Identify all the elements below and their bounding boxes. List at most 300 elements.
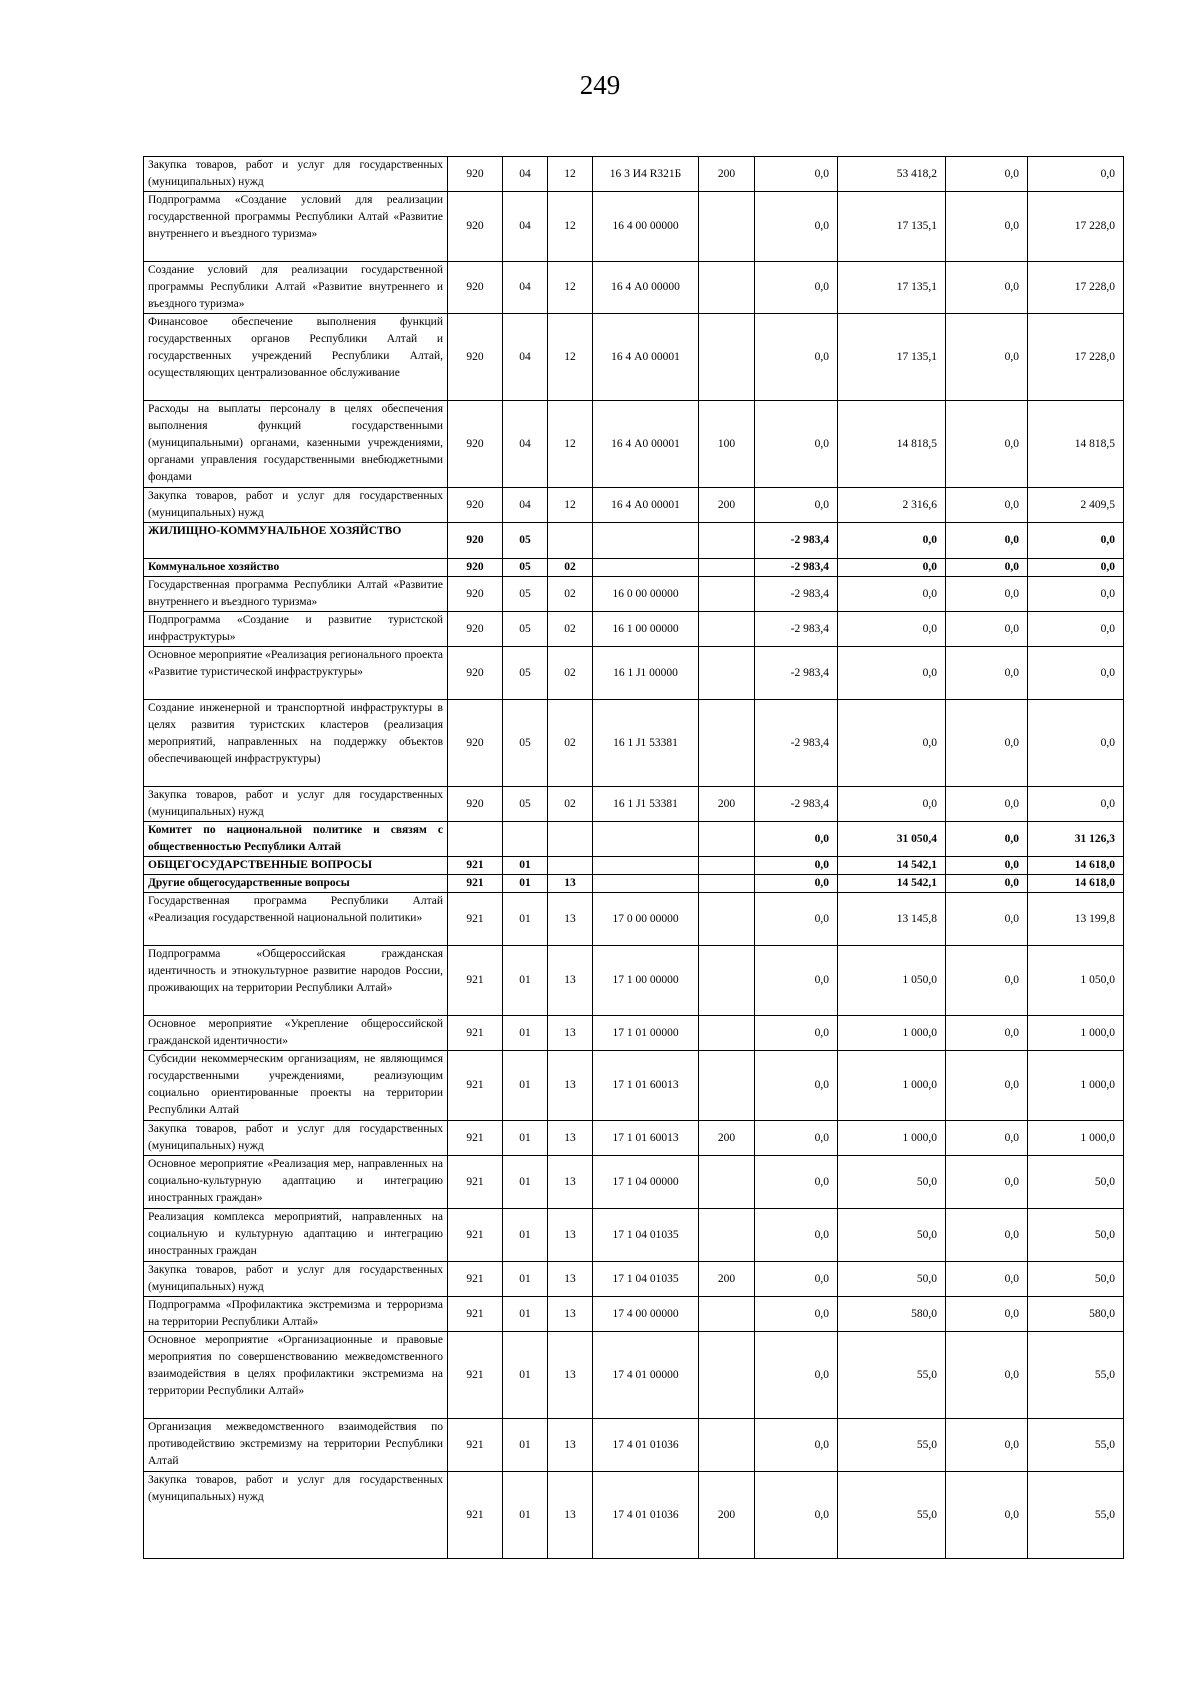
row-name: Закупка товаров, работ и услуг для государственных (муниципальных) нужд bbox=[144, 787, 448, 822]
cell-expense-type: 200 bbox=[699, 1262, 755, 1297]
cell-amount-3: 0,0 bbox=[946, 1121, 1028, 1156]
cell-amount-1: -2 983,4 bbox=[755, 577, 838, 612]
cell-amount-2: 55,0 bbox=[838, 1419, 946, 1472]
cell-admin: 920 bbox=[448, 577, 503, 612]
row-name: Подпрограмма «Общероссийская гражданская идентичность и этнокультурное развитие народов России, проживающих на территории Республики Алтай» bbox=[144, 946, 448, 1016]
cell-target-article bbox=[593, 857, 699, 875]
cell-expense-type bbox=[699, 1156, 755, 1209]
table-row bbox=[144, 262, 1124, 314]
cell-amount-4: 14 618,0 bbox=[1028, 875, 1124, 893]
cell-admin: 920 bbox=[448, 787, 503, 822]
cell-amount-2: 0,0 bbox=[838, 700, 946, 787]
cell-amount-4: 14 818,5 bbox=[1028, 401, 1124, 488]
cell-subsection: 13 bbox=[548, 875, 593, 893]
cell-target-article: 16 1 J1 00000 bbox=[593, 647, 699, 700]
cell-admin: 921 bbox=[448, 1209, 503, 1262]
cell-target-article: 16 4 А0 00001 bbox=[593, 314, 699, 401]
cell-amount-3: 0,0 bbox=[946, 523, 1028, 559]
cell-expense-type bbox=[699, 822, 755, 857]
cell-admin: 920 bbox=[448, 559, 503, 577]
cell-amount-1: 0,0 bbox=[755, 1016, 838, 1051]
cell-amount-4: 0,0 bbox=[1028, 612, 1124, 647]
cell-target-article: 17 4 00 00000 bbox=[593, 1297, 699, 1332]
cell-section: 04 bbox=[503, 401, 548, 488]
row-name: ОБЩЕГОСУДАРСТВЕННЫЕ ВОПРОСЫ bbox=[144, 857, 448, 875]
cell-expense-type: 200 bbox=[699, 1472, 755, 1559]
cell-expense-type bbox=[699, 523, 755, 559]
cell-subsection: 02 bbox=[548, 700, 593, 787]
table-row bbox=[144, 893, 1124, 946]
cell-amount-2: 0,0 bbox=[838, 577, 946, 612]
cell-amount-2: 1 000,0 bbox=[838, 1121, 946, 1156]
cell-subsection: 02 bbox=[548, 787, 593, 822]
cell-amount-3: 0,0 bbox=[946, 822, 1028, 857]
cell-amount-1: 0,0 bbox=[755, 1209, 838, 1262]
cell-target-article: 17 0 00 00000 bbox=[593, 893, 699, 946]
cell-amount-1: 0,0 bbox=[755, 1419, 838, 1472]
cell-expense-type bbox=[699, 314, 755, 401]
cell-amount-2: 17 135,1 bbox=[838, 262, 946, 314]
cell-amount-3: 0,0 bbox=[946, 1209, 1028, 1262]
cell-amount-4: 0,0 bbox=[1028, 700, 1124, 787]
cell-section: 05 bbox=[503, 577, 548, 612]
table-row bbox=[144, 559, 1124, 577]
cell-section: 04 bbox=[503, 314, 548, 401]
cell-expense-type: 200 bbox=[699, 488, 755, 523]
cell-amount-3: 0,0 bbox=[946, 1419, 1028, 1472]
cell-section: 01 bbox=[503, 946, 548, 1016]
cell-amount-1: 0,0 bbox=[755, 1472, 838, 1559]
cell-target-article: 16 4 А0 00001 bbox=[593, 488, 699, 523]
cell-subsection: 12 bbox=[548, 314, 593, 401]
cell-amount-1: -2 983,4 bbox=[755, 647, 838, 700]
cell-expense-type bbox=[699, 1419, 755, 1472]
cell-section: 05 bbox=[503, 559, 548, 577]
cell-amount-3: 0,0 bbox=[946, 946, 1028, 1016]
cell-admin: 920 bbox=[448, 192, 503, 262]
cell-admin: 920 bbox=[448, 523, 503, 559]
table-row bbox=[144, 1262, 1124, 1297]
table-row bbox=[144, 1419, 1124, 1472]
cell-target-article: 16 0 00 00000 bbox=[593, 577, 699, 612]
table-row bbox=[144, 1016, 1124, 1051]
cell-subsection: 13 bbox=[548, 1156, 593, 1209]
cell-admin: 920 bbox=[448, 157, 503, 192]
cell-amount-3: 0,0 bbox=[946, 875, 1028, 893]
cell-admin: 921 bbox=[448, 1016, 503, 1051]
cell-target-article: 17 4 01 01036 bbox=[593, 1419, 699, 1472]
cell-amount-3: 0,0 bbox=[946, 401, 1028, 488]
cell-target-article bbox=[593, 875, 699, 893]
cell-expense-type: 200 bbox=[699, 1121, 755, 1156]
cell-subsection: 13 bbox=[548, 1419, 593, 1472]
table-row bbox=[144, 1332, 1124, 1419]
cell-admin bbox=[448, 822, 503, 857]
row-name: Создание условий для реализации государственной программы Республики Алтай «Развитие внутреннего и въездного туризма» bbox=[144, 262, 448, 314]
cell-expense-type bbox=[699, 262, 755, 314]
cell-amount-3: 0,0 bbox=[946, 577, 1028, 612]
table-row bbox=[144, 523, 1124, 559]
cell-section: 01 bbox=[503, 1332, 548, 1419]
cell-section: 01 bbox=[503, 857, 548, 875]
cell-admin: 921 bbox=[448, 1297, 503, 1332]
table-row bbox=[144, 822, 1124, 857]
cell-expense-type bbox=[699, 893, 755, 946]
cell-amount-4: 31 126,3 bbox=[1028, 822, 1124, 857]
table-row bbox=[144, 157, 1124, 192]
cell-amount-1: 0,0 bbox=[755, 857, 838, 875]
row-name: Реализация комплекса мероприятий, направленных на социальную и культурную адаптацию и интеграцию иностранных граждан bbox=[144, 1209, 448, 1262]
cell-subsection: 02 bbox=[548, 559, 593, 577]
cell-amount-1: 0,0 bbox=[755, 1051, 838, 1121]
cell-section: 01 bbox=[503, 1156, 548, 1209]
cell-subsection: 02 bbox=[548, 647, 593, 700]
cell-expense-type bbox=[699, 1209, 755, 1262]
cell-amount-3: 0,0 bbox=[946, 1262, 1028, 1297]
cell-amount-4: 55,0 bbox=[1028, 1332, 1124, 1419]
cell-amount-1: 0,0 bbox=[755, 488, 838, 523]
cell-amount-4: 50,0 bbox=[1028, 1262, 1124, 1297]
cell-section: 04 bbox=[503, 262, 548, 314]
cell-amount-4: 1 000,0 bbox=[1028, 1051, 1124, 1121]
cell-admin: 920 bbox=[448, 612, 503, 647]
cell-amount-1: -2 983,4 bbox=[755, 523, 838, 559]
cell-section: 04 bbox=[503, 488, 548, 523]
cell-admin: 921 bbox=[448, 1419, 503, 1472]
cell-amount-4: 50,0 bbox=[1028, 1156, 1124, 1209]
cell-section: 04 bbox=[503, 157, 548, 192]
cell-section: 01 bbox=[503, 1297, 548, 1332]
cell-amount-3: 0,0 bbox=[946, 1332, 1028, 1419]
cell-amount-2: 2 316,6 bbox=[838, 488, 946, 523]
cell-subsection bbox=[548, 857, 593, 875]
cell-amount-1: 0,0 bbox=[755, 401, 838, 488]
cell-admin: 921 bbox=[448, 1051, 503, 1121]
cell-amount-4: 0,0 bbox=[1028, 647, 1124, 700]
table-row bbox=[144, 857, 1124, 875]
cell-amount-2: 0,0 bbox=[838, 559, 946, 577]
row-name: Основное мероприятие «Реализация регионального проекта «Развитие туристической инфраструктуры» bbox=[144, 647, 448, 700]
cell-section: 05 bbox=[503, 787, 548, 822]
cell-amount-2: 14 542,1 bbox=[838, 875, 946, 893]
cell-subsection: 13 bbox=[548, 1297, 593, 1332]
row-name: Закупка товаров, работ и услуг для государственных (муниципальных) нужд bbox=[144, 1262, 448, 1297]
cell-target-article: 16 4 А0 00000 bbox=[593, 262, 699, 314]
cell-amount-1: -2 983,4 bbox=[755, 700, 838, 787]
cell-amount-2: 0,0 bbox=[838, 787, 946, 822]
cell-target-article: 16 4 А0 00001 bbox=[593, 401, 699, 488]
cell-section bbox=[503, 822, 548, 857]
cell-target-article: 17 1 00 00000 bbox=[593, 946, 699, 1016]
cell-target-article: 16 4 00 00000 bbox=[593, 192, 699, 262]
cell-amount-2: 580,0 bbox=[838, 1297, 946, 1332]
cell-section: 01 bbox=[503, 1016, 548, 1051]
row-name: Создание инженерной и транспортной инфраструктуры в целях развития туристских кластеров (реализация мероприятий, направленных на поддержку объектов обеспечивающей инфраструктуры) bbox=[144, 700, 448, 787]
cell-amount-1: 0,0 bbox=[755, 946, 838, 1016]
cell-admin: 920 bbox=[448, 700, 503, 787]
cell-expense-type bbox=[699, 612, 755, 647]
cell-expense-type bbox=[699, 946, 755, 1016]
cell-amount-4: 2 409,5 bbox=[1028, 488, 1124, 523]
cell-amount-2: 50,0 bbox=[838, 1209, 946, 1262]
cell-admin: 920 bbox=[448, 401, 503, 488]
cell-admin: 920 bbox=[448, 488, 503, 523]
cell-admin: 921 bbox=[448, 1156, 503, 1209]
cell-amount-1: 0,0 bbox=[755, 822, 838, 857]
cell-subsection: 13 bbox=[548, 893, 593, 946]
cell-subsection: 13 bbox=[548, 1051, 593, 1121]
table-row bbox=[144, 700, 1124, 787]
cell-target-article: 17 1 04 01035 bbox=[593, 1209, 699, 1262]
cell-subsection: 13 bbox=[548, 1121, 593, 1156]
cell-amount-2: 50,0 bbox=[838, 1262, 946, 1297]
cell-amount-3: 0,0 bbox=[946, 488, 1028, 523]
cell-admin: 921 bbox=[448, 857, 503, 875]
row-name: Основное мероприятие «Укрепление общероссийской гражданской идентичности» bbox=[144, 1016, 448, 1051]
row-name: Подпрограмма «Профилактика экстремизма и терроризма на территории Республики Алтай» bbox=[144, 1297, 448, 1332]
cell-section: 05 bbox=[503, 612, 548, 647]
cell-target-article bbox=[593, 523, 699, 559]
cell-subsection bbox=[548, 523, 593, 559]
cell-admin: 921 bbox=[448, 1332, 503, 1419]
cell-amount-3: 0,0 bbox=[946, 192, 1028, 262]
cell-amount-2: 0,0 bbox=[838, 523, 946, 559]
table-row bbox=[144, 612, 1124, 647]
cell-section: 01 bbox=[503, 1051, 548, 1121]
cell-amount-4: 55,0 bbox=[1028, 1472, 1124, 1559]
cell-subsection: 12 bbox=[548, 157, 593, 192]
cell-amount-2: 14 542,1 bbox=[838, 857, 946, 875]
row-name: Государственная программа Республики Алтай «Развитие внутреннего и въездного туризма» bbox=[144, 577, 448, 612]
table-row bbox=[144, 1297, 1124, 1332]
cell-section: 01 bbox=[503, 1419, 548, 1472]
cell-target-article: 17 4 01 00000 bbox=[593, 1332, 699, 1419]
cell-admin: 921 bbox=[448, 1262, 503, 1297]
cell-expense-type: 200 bbox=[699, 787, 755, 822]
cell-amount-2: 53 418,2 bbox=[838, 157, 946, 192]
cell-amount-1: 0,0 bbox=[755, 893, 838, 946]
table-row bbox=[144, 192, 1124, 262]
cell-amount-2: 1 050,0 bbox=[838, 946, 946, 1016]
cell-amount-3: 0,0 bbox=[946, 893, 1028, 946]
cell-amount-2: 0,0 bbox=[838, 647, 946, 700]
cell-admin: 921 bbox=[448, 946, 503, 1016]
cell-subsection: 13 bbox=[548, 946, 593, 1016]
table-row bbox=[144, 946, 1124, 1016]
cell-amount-3: 0,0 bbox=[946, 559, 1028, 577]
row-name: Подпрограмма «Создание и развитие туристской инфраструктуры» bbox=[144, 612, 448, 647]
cell-target-article: 16 1 J1 53381 bbox=[593, 787, 699, 822]
table-row bbox=[144, 314, 1124, 401]
cell-subsection: 13 bbox=[548, 1209, 593, 1262]
cell-expense-type bbox=[699, 875, 755, 893]
cell-expense-type: 100 bbox=[699, 401, 755, 488]
cell-amount-1: -2 983,4 bbox=[755, 612, 838, 647]
cell-amount-4: 13 199,8 bbox=[1028, 893, 1124, 946]
table-row bbox=[144, 875, 1124, 893]
cell-admin: 920 bbox=[448, 647, 503, 700]
cell-amount-2: 50,0 bbox=[838, 1156, 946, 1209]
cell-amount-2: 31 050,4 bbox=[838, 822, 946, 857]
table-row bbox=[144, 488, 1124, 523]
row-name: Организация межведомственного взаимодействия по противодействию экстремизму на территории Республики Алтай bbox=[144, 1419, 448, 1472]
cell-amount-3: 0,0 bbox=[946, 700, 1028, 787]
cell-expense-type bbox=[699, 1016, 755, 1051]
cell-amount-3: 0,0 bbox=[946, 612, 1028, 647]
cell-amount-2: 1 000,0 bbox=[838, 1051, 946, 1121]
cell-amount-2: 55,0 bbox=[838, 1332, 946, 1419]
cell-target-article: 17 1 01 00000 bbox=[593, 1016, 699, 1051]
table-row bbox=[144, 1209, 1124, 1262]
cell-amount-3: 0,0 bbox=[946, 157, 1028, 192]
row-name: Коммунальное хозяйство bbox=[144, 559, 448, 577]
cell-expense-type: 200 bbox=[699, 157, 755, 192]
cell-amount-3: 0,0 bbox=[946, 857, 1028, 875]
cell-section: 01 bbox=[503, 1121, 548, 1156]
cell-amount-4: 0,0 bbox=[1028, 559, 1124, 577]
row-name: Другие общегосударственные вопросы bbox=[144, 875, 448, 893]
cell-section: 01 bbox=[503, 1262, 548, 1297]
page-number: 249 bbox=[579, 70, 621, 100]
cell-amount-1: 0,0 bbox=[755, 1332, 838, 1419]
cell-amount-4: 0,0 bbox=[1028, 157, 1124, 192]
cell-subsection: 12 bbox=[548, 488, 593, 523]
cell-section: 05 bbox=[503, 647, 548, 700]
cell-amount-1: -2 983,4 bbox=[755, 787, 838, 822]
cell-section: 01 bbox=[503, 1472, 548, 1559]
table-row bbox=[144, 401, 1124, 488]
cell-target-article: 16 1 00 00000 bbox=[593, 612, 699, 647]
cell-subsection: 12 bbox=[548, 262, 593, 314]
cell-amount-3: 0,0 bbox=[946, 1297, 1028, 1332]
cell-expense-type bbox=[699, 857, 755, 875]
cell-admin: 920 bbox=[448, 262, 503, 314]
cell-amount-4: 14 618,0 bbox=[1028, 857, 1124, 875]
row-name: Подпрограмма «Создание условий для реализации государственной программы Республики Алтай «Развитие внутреннего и въездного туризма» bbox=[144, 192, 448, 262]
cell-expense-type bbox=[699, 559, 755, 577]
table-row bbox=[144, 577, 1124, 612]
cell-amount-3: 0,0 bbox=[946, 314, 1028, 401]
cell-section: 01 bbox=[503, 893, 548, 946]
cell-amount-3: 0,0 bbox=[946, 1051, 1028, 1121]
cell-amount-4: 17 228,0 bbox=[1028, 192, 1124, 262]
cell-expense-type bbox=[699, 1051, 755, 1121]
cell-amount-4: 55,0 bbox=[1028, 1419, 1124, 1472]
cell-subsection: 02 bbox=[548, 612, 593, 647]
row-name: Закупка товаров, работ и услуг для государственных (муниципальных) нужд bbox=[144, 488, 448, 523]
row-name: Расходы на выплаты персоналу в целях обеспечения выполнения функций государственными (муниципальными) органами, казенными учреждениями, органами управления государственными внебюджетными фондами bbox=[144, 401, 448, 488]
cell-subsection: 13 bbox=[548, 1472, 593, 1559]
cell-subsection: 13 bbox=[548, 1262, 593, 1297]
cell-amount-3: 0,0 bbox=[946, 1156, 1028, 1209]
cell-amount-1: -2 983,4 bbox=[755, 559, 838, 577]
row-name: Государственная программа Республики Алтай «Реализация государственной национальной политики» bbox=[144, 893, 448, 946]
cell-amount-3: 0,0 bbox=[946, 787, 1028, 822]
cell-subsection: 12 bbox=[548, 401, 593, 488]
cell-amount-4: 0,0 bbox=[1028, 577, 1124, 612]
cell-amount-1: 0,0 bbox=[755, 1156, 838, 1209]
table-row bbox=[144, 1121, 1124, 1156]
cell-target-article: 17 4 01 01036 bbox=[593, 1472, 699, 1559]
cell-amount-1: 0,0 bbox=[755, 157, 838, 192]
cell-expense-type bbox=[699, 1297, 755, 1332]
cell-amount-3: 0,0 bbox=[946, 647, 1028, 700]
cell-amount-2: 55,0 bbox=[838, 1472, 946, 1559]
cell-subsection: 02 bbox=[548, 577, 593, 612]
cell-amount-1: 0,0 bbox=[755, 1262, 838, 1297]
cell-amount-4: 50,0 bbox=[1028, 1209, 1124, 1262]
cell-target-article bbox=[593, 559, 699, 577]
cell-section: 04 bbox=[503, 192, 548, 262]
cell-expense-type bbox=[699, 192, 755, 262]
row-name: Комитет по национальной политике и связям с общественностью Республики Алтай bbox=[144, 822, 448, 857]
cell-expense-type bbox=[699, 1332, 755, 1419]
table-body bbox=[144, 157, 1124, 1559]
row-name: Закупка товаров, работ и услуг для государственных (муниципальных) нужд bbox=[144, 157, 448, 192]
table-row bbox=[144, 1051, 1124, 1121]
cell-amount-1: 0,0 bbox=[755, 1297, 838, 1332]
cell-subsection: 13 bbox=[548, 1016, 593, 1051]
cell-subsection bbox=[548, 822, 593, 857]
cell-target-article bbox=[593, 822, 699, 857]
cell-target-article: 16 1 J1 53381 bbox=[593, 700, 699, 787]
cell-amount-1: 0,0 bbox=[755, 262, 838, 314]
cell-admin: 921 bbox=[448, 875, 503, 893]
cell-amount-4: 580,0 bbox=[1028, 1297, 1124, 1332]
cell-admin: 921 bbox=[448, 1472, 503, 1559]
cell-expense-type bbox=[699, 647, 755, 700]
cell-expense-type bbox=[699, 577, 755, 612]
cell-amount-2: 13 145,8 bbox=[838, 893, 946, 946]
cell-admin: 921 bbox=[448, 1121, 503, 1156]
row-name: Основное мероприятие «Организационные и правовые мероприятия по совершенствованию межведомственного взаимодействия в целях профилактики экстремизма на территории Республики Алтай» bbox=[144, 1332, 448, 1419]
cell-amount-4: 1 050,0 bbox=[1028, 946, 1124, 1016]
cell-amount-2: 17 135,1 bbox=[838, 314, 946, 401]
cell-amount-4: 1 000,0 bbox=[1028, 1016, 1124, 1051]
cell-target-article: 17 1 01 60013 bbox=[593, 1051, 699, 1121]
cell-subsection: 13 bbox=[548, 1332, 593, 1419]
cell-amount-1: 0,0 bbox=[755, 192, 838, 262]
cell-section: 01 bbox=[503, 1209, 548, 1262]
row-name: Субсидии некоммерческим организациям, не являющимся государственными учреждениями, реализующим социально ориентированные проекты на территории Республики Алтай bbox=[144, 1051, 448, 1121]
cell-target-article: 16 3 И4 R321Б bbox=[593, 157, 699, 192]
cell-target-article: 17 1 01 60013 bbox=[593, 1121, 699, 1156]
cell-amount-1: 0,0 bbox=[755, 1121, 838, 1156]
budget-table bbox=[143, 156, 1124, 1559]
cell-expense-type bbox=[699, 700, 755, 787]
cell-amount-2: 0,0 bbox=[838, 612, 946, 647]
cell-amount-2: 14 818,5 bbox=[838, 401, 946, 488]
cell-subsection: 12 bbox=[548, 192, 593, 262]
row-name: Закупка товаров, работ и услуг для государственных (муниципальных) нужд bbox=[144, 1472, 448, 1559]
cell-amount-3: 0,0 bbox=[946, 1472, 1028, 1559]
cell-amount-2: 17 135,1 bbox=[838, 192, 946, 262]
cell-amount-1: 0,0 bbox=[755, 314, 838, 401]
cell-section: 05 bbox=[503, 523, 548, 559]
cell-amount-4: 1 000,0 bbox=[1028, 1121, 1124, 1156]
table-row bbox=[144, 647, 1124, 700]
cell-target-article: 17 1 04 00000 bbox=[593, 1156, 699, 1209]
cell-amount-2: 1 000,0 bbox=[838, 1016, 946, 1051]
row-name: ЖИЛИЩНО-КОММУНАЛЬНОЕ ХОЗЯЙСТВО bbox=[144, 523, 448, 559]
cell-admin: 921 bbox=[448, 893, 503, 946]
cell-amount-3: 0,0 bbox=[946, 1016, 1028, 1051]
table-row bbox=[144, 787, 1124, 822]
cell-amount-4: 17 228,0 bbox=[1028, 262, 1124, 314]
row-name: Основное мероприятие «Реализация мер, направленных на социально-культурную адаптацию и интеграцию иностранных граждан» bbox=[144, 1156, 448, 1209]
cell-section: 05 bbox=[503, 700, 548, 787]
row-name: Закупка товаров, работ и услуг для государственных (муниципальных) нужд bbox=[144, 1121, 448, 1156]
